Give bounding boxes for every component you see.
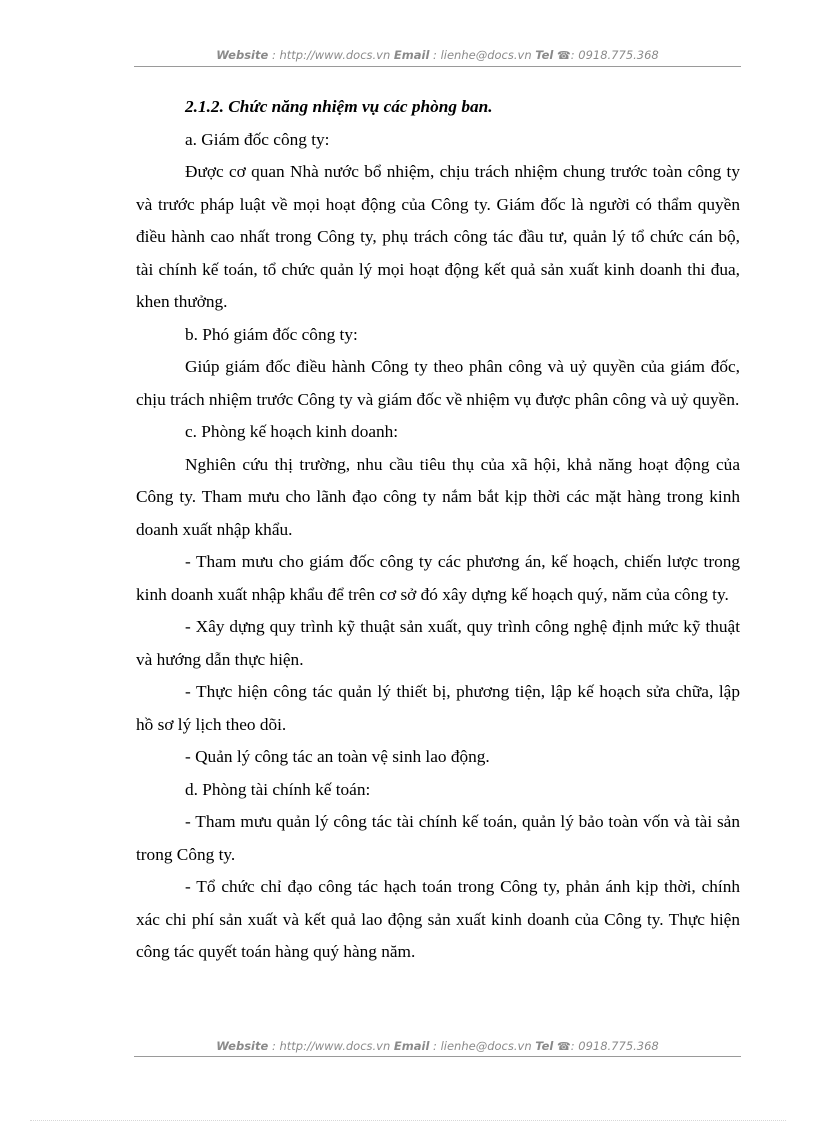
subsection-title-b: b. Phó giám đốc công ty: bbox=[185, 324, 358, 344]
phone-icon: ☎ bbox=[557, 1040, 571, 1053]
header-divider bbox=[134, 66, 741, 67]
header-email-label: Email bbox=[393, 48, 430, 62]
footer-email-label: Email bbox=[393, 1039, 430, 1053]
phone-icon: ☎ bbox=[557, 49, 571, 62]
header-email-link[interactable]: : lienhe@docs.vn bbox=[429, 48, 536, 62]
header-tel-value: : 0918.775.368 bbox=[570, 48, 659, 62]
header-website-link[interactable]: : http://www.docs.vn bbox=[268, 48, 394, 62]
paragraph-c-5: - Quản lý công tác an toàn vệ sinh lao động. bbox=[185, 747, 490, 766]
subsection-title-a: a. Giám đốc công ty: bbox=[185, 129, 330, 149]
subsection-title-c: c. Phòng kế hoạch kinh doanh: bbox=[185, 422, 399, 441]
paragraph-c-1: Nghiên cứu thị trường, nhu cầu tiêu thụ của xã hội, khả năng hoạt động của Công ty. Tham mưu cho lãnh đạo công ty nắm bắt kịp thời các mặt hàng trong kinh doanh xuất nhập khẩu. bbox=[136, 454, 740, 539]
footer-website-link[interactable]: : http://www.docs.vn bbox=[268, 1039, 394, 1053]
page-header bbox=[134, 48, 741, 62]
paragraph-c-3: - Xây dựng quy trình kỹ thuật sản xuất, quy trình công nghệ định mức kỹ thuật và hướng dẫn thực hiện. bbox=[136, 617, 740, 669]
paragraph-a-1: Được cơ quan Nhà nước bổ nhiệm, chịu trách nhiệm chung trước toàn công ty và trước pháp luật về mọi hoạt động của Công ty. Giám đốc là người có thẩm quyền điều hành cao nhất trong Công ty, phụ trách công tác đầu tư, quản lý tổ chức cán bộ, tài chính kế toán, tổ chức quản lý mọi hoạt động kết quả sản xuất kinh doanh thi đua, khen thưởng. bbox=[136, 162, 740, 311]
header-website-label: Website bbox=[216, 48, 269, 62]
subsection-title-d: d. Phòng tài chính kế toán: bbox=[185, 779, 371, 799]
footer-divider bbox=[134, 1056, 741, 1057]
paragraph-b-1: Giúp giám đốc điều hành Công ty theo phân công và uỷ quyền của giám đốc, chịu trách nhiệm trước Công ty và giám đốc về nhiệm vụ được phân công và uỷ quyền. bbox=[136, 357, 740, 409]
paragraph-d-2: - Tổ chức chỉ đạo công tác hạch toán trong Công ty, phản ánh kịp thời, chính xác chi phí sản xuất và kết quả lao động sản xuất kinh doanh của Công ty. Thực hiện công tác quyết toán hàng quý hàng năm. bbox=[136, 877, 740, 961]
paragraph-c-4: - Thực hiện công tác quản lý thiết bị, phương tiện, lập kế hoạch sửa chữa, lập hồ sơ lý lịch theo dõi. bbox=[136, 682, 740, 734]
paragraph-c-2: - Tham mưu cho giám đốc công ty các phương án, kế hoạch, chiến lược trong kinh doanh xuất nhập khẩu để trên cơ sở đó xây dựng kế hoạch quý, năm của công ty. bbox=[136, 552, 740, 604]
paragraph-d-1: - Tham mưu quản lý công tác tài chính kế toán, quản lý bảo toàn vốn và tài sản trong Công ty. bbox=[136, 812, 740, 864]
header-tel-label: Tel bbox=[535, 48, 554, 62]
footer-tel-value: : 0918.775.368 bbox=[570, 1039, 659, 1053]
footer-website-label: Website bbox=[216, 1039, 269, 1053]
footer-tel-label: Tel bbox=[535, 1039, 554, 1053]
page-bottom-edge bbox=[30, 1120, 786, 1121]
footer-email-link[interactable]: : lienhe@docs.vn bbox=[429, 1039, 536, 1053]
document-body bbox=[136, 91, 740, 969]
section-heading: 2.1.2. Chức năng nhiệm vụ các phòng ban. bbox=[185, 97, 493, 116]
page-footer bbox=[134, 1039, 741, 1053]
